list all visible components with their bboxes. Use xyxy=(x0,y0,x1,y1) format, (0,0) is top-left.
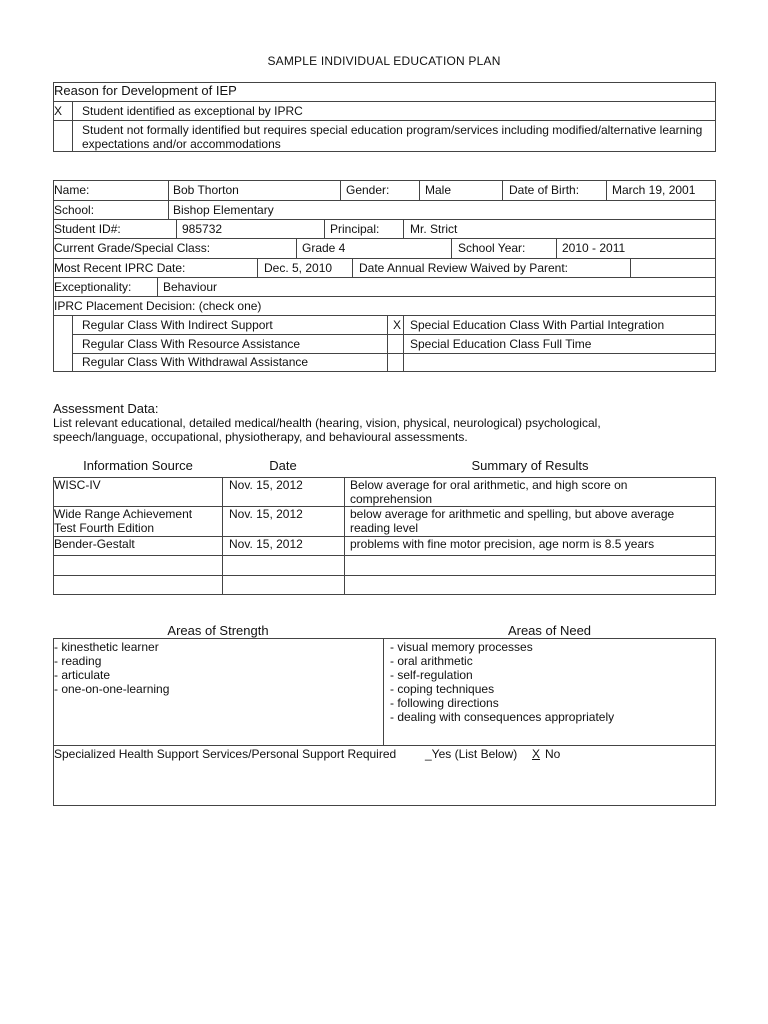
health-support-no: No xyxy=(545,747,561,761)
student-id-value[interactable]: 985732 xyxy=(182,222,223,236)
strength-item: - kinesthetic learner xyxy=(54,640,159,654)
principal-label: Principal: xyxy=(330,222,380,236)
assessment-row-2-summary: below average for arithmetic and spelling, but above average reading level xyxy=(350,507,675,535)
placement-option-withdrawal: Regular Class With Withdrawal Assistance xyxy=(82,355,309,369)
strength-item: - reading xyxy=(54,654,102,668)
exceptionality-value[interactable]: Behaviour xyxy=(163,280,218,294)
strengths-list xyxy=(54,640,374,696)
health-support-label: Specialized Health Support Services/Personal Support Required xyxy=(54,747,397,761)
iprc-date-label: Most Recent IPRC Date: xyxy=(54,261,186,275)
health-support-no-mark[interactable]: X xyxy=(532,747,541,761)
needs-heading: Areas of Need xyxy=(507,623,592,638)
document-title: SAMPLE INDIVIDUAL EDUCATION PLAN xyxy=(267,54,501,68)
col-information-source: Information Source xyxy=(83,458,193,473)
reason-checkbox-1[interactable]: X xyxy=(54,104,63,118)
need-item: - oral arithmetic xyxy=(390,654,473,668)
placement-option-resource: Regular Class With Resource Assistance xyxy=(82,337,301,351)
iprc-date-value[interactable]: Dec. 5, 2010 xyxy=(264,261,333,275)
health-support-yes[interactable]: _Yes (List Below) xyxy=(425,747,518,761)
gender-value[interactable]: Male xyxy=(425,183,452,197)
assessment-row-1-source: WISC-IV xyxy=(54,478,101,492)
assessment-row-3-summary: problems with fine motor precision, age norm is 8.5 years xyxy=(350,537,655,551)
assessment-row-3-date: Nov. 15, 2012 xyxy=(229,537,303,551)
strength-item: - articulate xyxy=(54,668,111,682)
school-value[interactable]: Bishop Elementary xyxy=(173,203,274,217)
reason-option-2: Student not formally identified but requires special education program/services including modified/alternative learning expectations and/or accommodations xyxy=(82,123,703,151)
col-summary: Summary of Results xyxy=(471,458,589,473)
strength-item: - one-on-one-learning xyxy=(54,682,170,696)
student-name[interactable]: Bob Thorton xyxy=(173,183,239,197)
assessment-heading: Assessment Data: xyxy=(53,401,159,416)
need-item: - dealing with consequences appropriately xyxy=(390,710,615,724)
dob-value[interactable]: March 19, 2001 xyxy=(612,183,696,197)
school-year-label: School Year: xyxy=(458,241,526,255)
assessment-row-3-source: Bender-Gestalt xyxy=(54,537,135,551)
placement-heading: IPRC Placement Decision: (check one) xyxy=(54,299,262,313)
student-id-label: Student ID#: xyxy=(54,222,121,236)
exceptionality-label: Exceptionality: xyxy=(54,280,132,294)
name-label: Name: xyxy=(54,183,90,197)
assessment-row-2-source: Wide Range Achievement Test Fourth Edition xyxy=(54,507,193,535)
placement-option-indirect: Regular Class With Indirect Support xyxy=(82,318,273,332)
need-item: - following directions xyxy=(390,696,499,710)
placement-option-fulltime: Special Education Class Full Time xyxy=(410,337,592,351)
strengths-heading: Areas of Strength xyxy=(167,623,269,638)
assessment-row-2-date: Nov. 15, 2012 xyxy=(229,507,303,521)
need-item: - visual memory processes xyxy=(390,640,533,654)
reason-option-1: Student identified as exceptional by IPRC xyxy=(82,104,303,118)
placement-checkbox-partial[interactable]: X xyxy=(393,318,402,332)
need-item: - coping techniques xyxy=(390,682,495,696)
gender-label: Gender: xyxy=(346,183,390,197)
assessment-row-1-summary: Below average for oral arithmetic, and high score on comprehension xyxy=(350,478,628,506)
placement-option-partial: Special Education Class With Partial Integration xyxy=(410,318,665,332)
assessment-description: List relevant educational, detailed medical/health (hearing, vision, physical, neurological) psychological, speech/language, occupational, physiotherapy, and behavioural assessments. xyxy=(53,416,601,444)
grade-label: Current Grade/Special Class: xyxy=(54,241,211,255)
reason-heading: Reason for Development of IEP xyxy=(54,83,237,98)
assessment-row-1-date: Nov. 15, 2012 xyxy=(229,478,303,492)
review-waived-label: Date Annual Review Waived by Parent: xyxy=(359,261,568,275)
school-year-value[interactable]: 2010 - 2011 xyxy=(562,241,626,255)
need-item: - self-regulation xyxy=(390,668,473,682)
dob-label: Date of Birth: xyxy=(509,183,580,197)
grade-value[interactable]: Grade 4 xyxy=(302,241,346,255)
principal-value[interactable]: Mr. Strict xyxy=(410,222,458,236)
needs-list xyxy=(390,640,710,724)
col-date: Date xyxy=(269,458,297,473)
school-label: School: xyxy=(54,203,95,217)
